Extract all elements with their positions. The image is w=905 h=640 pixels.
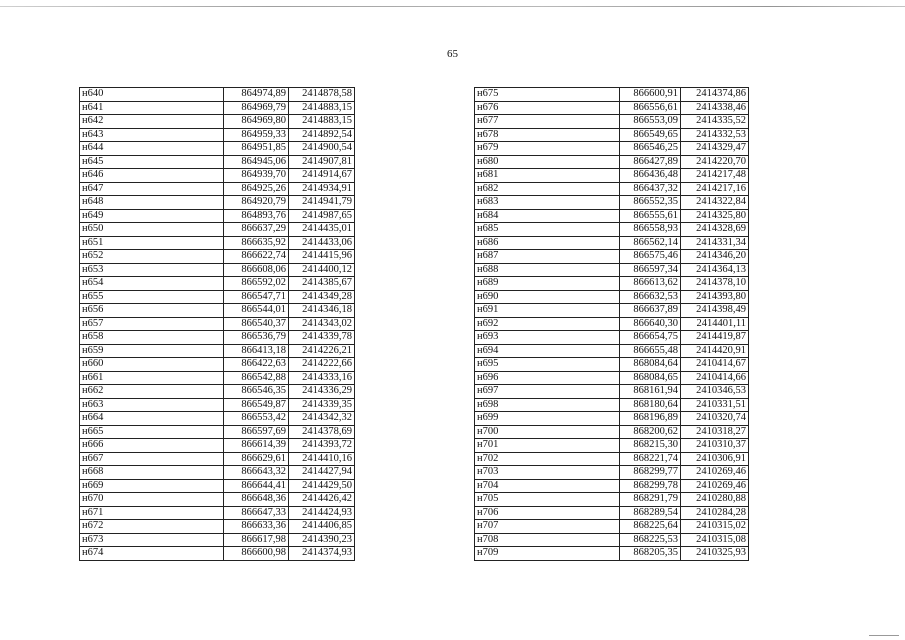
point-id-cell: н708 <box>475 533 620 547</box>
y-coordinate-cell: 2410310,37 <box>681 439 749 453</box>
y-coordinate-cell: 2410414,67 <box>681 358 749 372</box>
y-coordinate-cell: 2414333,16 <box>289 371 355 385</box>
point-id-cell: н680 <box>475 155 620 169</box>
x-coordinate-cell: 864925,26 <box>224 182 289 196</box>
x-coordinate-cell: 866556,61 <box>620 101 681 115</box>
table-row <box>80 169 355 183</box>
point-id-cell: н663 <box>80 398 224 412</box>
y-coordinate-cell: 2410325,93 <box>681 547 749 561</box>
y-coordinate-cell: 2410284,28 <box>681 506 749 520</box>
y-coordinate-cell: 2414429,50 <box>289 479 355 493</box>
point-id-cell: н656 <box>80 304 224 318</box>
table-row <box>80 290 355 304</box>
table-row <box>80 479 355 493</box>
x-coordinate-cell: 868225,64 <box>620 520 681 534</box>
table-row <box>475 115 749 129</box>
table-row <box>80 223 355 237</box>
point-id-cell: н642 <box>80 115 224 129</box>
y-coordinate-cell: 2414393,80 <box>681 290 749 304</box>
y-coordinate-cell: 2414325,80 <box>681 209 749 223</box>
x-coordinate-cell: 864920,79 <box>224 196 289 210</box>
x-coordinate-cell: 866547,71 <box>224 290 289 304</box>
table-row <box>475 196 749 210</box>
table-row <box>475 155 749 169</box>
point-id-cell: н647 <box>80 182 224 196</box>
x-coordinate-cell: 866613,62 <box>620 277 681 291</box>
table-row <box>80 317 355 331</box>
table-row <box>80 331 355 345</box>
x-coordinate-cell: 868161,94 <box>620 385 681 399</box>
y-coordinate-cell: 2414433,06 <box>289 236 355 250</box>
y-coordinate-cell: 2414907,81 <box>289 155 355 169</box>
y-coordinate-cell: 2414332,53 <box>681 128 749 142</box>
y-coordinate-cell: 2414883,15 <box>289 115 355 129</box>
point-id-cell: н652 <box>80 250 224 264</box>
table-row <box>475 331 749 345</box>
y-coordinate-cell: 2414378,69 <box>289 425 355 439</box>
page-number: 65 <box>447 48 458 60</box>
point-id-cell: н691 <box>475 304 620 318</box>
coordinates-table-right <box>474 87 749 561</box>
y-coordinate-cell: 2410269,46 <box>681 466 749 480</box>
point-id-cell: н698 <box>475 398 620 412</box>
point-id-cell: н667 <box>80 452 224 466</box>
x-coordinate-cell: 866536,79 <box>224 331 289 345</box>
x-coordinate-cell: 866575,46 <box>620 250 681 264</box>
x-coordinate-cell: 866597,34 <box>620 263 681 277</box>
table-row <box>80 425 355 439</box>
x-coordinate-cell: 866648,36 <box>224 493 289 507</box>
point-id-cell: н682 <box>475 182 620 196</box>
table-row <box>80 304 355 318</box>
table-row <box>80 88 355 102</box>
point-id-cell: н655 <box>80 290 224 304</box>
y-coordinate-cell: 2414329,47 <box>681 142 749 156</box>
table-row <box>475 398 749 412</box>
point-id-cell: н665 <box>80 425 224 439</box>
x-coordinate-cell: 866647,33 <box>224 506 289 520</box>
point-id-cell: н690 <box>475 290 620 304</box>
y-coordinate-cell: 2414349,28 <box>289 290 355 304</box>
table-row <box>475 182 749 196</box>
table-row <box>80 398 355 412</box>
point-id-cell: н685 <box>475 223 620 237</box>
table-row <box>475 88 749 102</box>
x-coordinate-cell: 866552,35 <box>620 196 681 210</box>
table-row <box>80 344 355 358</box>
x-coordinate-cell: 866558,93 <box>620 223 681 237</box>
y-coordinate-cell: 2414346,20 <box>681 250 749 264</box>
x-coordinate-cell: 864951,85 <box>224 142 289 156</box>
y-coordinate-cell: 2414426,42 <box>289 493 355 507</box>
table-row <box>80 547 355 561</box>
y-coordinate-cell: 2414401,11 <box>681 317 749 331</box>
x-coordinate-cell: 864939,70 <box>224 169 289 183</box>
table-row <box>80 236 355 250</box>
table-row <box>475 317 749 331</box>
y-coordinate-cell: 2414987,65 <box>289 209 355 223</box>
x-coordinate-cell: 868084,64 <box>620 358 681 372</box>
point-id-cell: н661 <box>80 371 224 385</box>
table-row <box>475 452 749 466</box>
table-row <box>475 371 749 385</box>
y-coordinate-cell: 2410320,74 <box>681 412 749 426</box>
table-row <box>475 250 749 264</box>
point-id-cell: н701 <box>475 439 620 453</box>
point-id-cell: н649 <box>80 209 224 223</box>
point-id-cell: н670 <box>80 493 224 507</box>
x-coordinate-cell: 866562,14 <box>620 236 681 250</box>
y-coordinate-cell: 2414393,72 <box>289 439 355 453</box>
scan-corner-mark <box>869 635 899 636</box>
point-id-cell: н679 <box>475 142 620 156</box>
y-coordinate-cell: 2414343,02 <box>289 317 355 331</box>
table-row <box>80 250 355 264</box>
y-coordinate-cell: 2414346,18 <box>289 304 355 318</box>
table-row <box>475 344 749 358</box>
table-row <box>475 358 749 372</box>
point-id-cell: н666 <box>80 439 224 453</box>
x-coordinate-cell: 866553,42 <box>224 412 289 426</box>
x-coordinate-cell: 866437,32 <box>620 182 681 196</box>
x-coordinate-cell: 866600,98 <box>224 547 289 561</box>
x-coordinate-cell: 866654,75 <box>620 331 681 345</box>
y-coordinate-cell: 2414374,93 <box>289 547 355 561</box>
table-row <box>80 412 355 426</box>
point-id-cell: н709 <box>475 547 620 561</box>
table-row <box>80 439 355 453</box>
x-coordinate-cell: 866637,89 <box>620 304 681 318</box>
x-coordinate-cell: 866546,25 <box>620 142 681 156</box>
y-coordinate-cell: 2414883,15 <box>289 101 355 115</box>
point-id-cell: н658 <box>80 331 224 345</box>
y-coordinate-cell: 2414338,46 <box>681 101 749 115</box>
y-coordinate-cell: 2410315,08 <box>681 533 749 547</box>
point-id-cell: н641 <box>80 101 224 115</box>
table-row <box>475 533 749 547</box>
x-coordinate-cell: 866632,53 <box>620 290 681 304</box>
table-row <box>475 466 749 480</box>
y-coordinate-cell: 2410346,53 <box>681 385 749 399</box>
x-coordinate-cell: 864959,33 <box>224 128 289 142</box>
y-coordinate-cell: 2414914,67 <box>289 169 355 183</box>
table-row <box>80 385 355 399</box>
x-coordinate-cell: 866608,06 <box>224 263 289 277</box>
table-row <box>475 506 749 520</box>
y-coordinate-cell: 2414385,67 <box>289 277 355 291</box>
x-coordinate-cell: 866614,39 <box>224 439 289 453</box>
table-row <box>475 209 749 223</box>
point-id-cell: н671 <box>80 506 224 520</box>
point-id-cell: н700 <box>475 425 620 439</box>
table-row <box>475 304 749 318</box>
x-coordinate-cell: 868299,77 <box>620 466 681 480</box>
point-id-cell: н694 <box>475 344 620 358</box>
y-coordinate-cell: 2414435,01 <box>289 223 355 237</box>
point-id-cell: н657 <box>80 317 224 331</box>
x-coordinate-cell: 866422,63 <box>224 358 289 372</box>
x-coordinate-cell: 866637,29 <box>224 223 289 237</box>
table-row <box>475 493 749 507</box>
point-id-cell: н653 <box>80 263 224 277</box>
point-id-cell: н684 <box>475 209 620 223</box>
x-coordinate-cell: 866544,01 <box>224 304 289 318</box>
point-id-cell: н699 <box>475 412 620 426</box>
y-coordinate-cell: 2410269,46 <box>681 479 749 493</box>
point-id-cell: н672 <box>80 520 224 534</box>
y-coordinate-cell: 2414339,35 <box>289 398 355 412</box>
table-row <box>80 263 355 277</box>
y-coordinate-cell: 2414339,78 <box>289 331 355 345</box>
x-coordinate-cell: 866635,92 <box>224 236 289 250</box>
x-coordinate-cell: 868196,89 <box>620 412 681 426</box>
x-coordinate-cell: 866655,48 <box>620 344 681 358</box>
table-row <box>475 520 749 534</box>
x-coordinate-cell: 866617,98 <box>224 533 289 547</box>
y-coordinate-cell: 2414410,16 <box>289 452 355 466</box>
y-coordinate-cell: 2414335,52 <box>681 115 749 129</box>
point-id-cell: н648 <box>80 196 224 210</box>
point-id-cell: н697 <box>475 385 620 399</box>
table-row <box>80 520 355 534</box>
y-coordinate-cell: 2410331,51 <box>681 398 749 412</box>
point-id-cell: н687 <box>475 250 620 264</box>
point-id-cell: н692 <box>475 317 620 331</box>
point-id-cell: н704 <box>475 479 620 493</box>
x-coordinate-cell: 868084,65 <box>620 371 681 385</box>
x-coordinate-cell: 866555,61 <box>620 209 681 223</box>
point-id-cell: н659 <box>80 344 224 358</box>
point-id-cell: н674 <box>80 547 224 561</box>
point-id-cell: н669 <box>80 479 224 493</box>
table-row <box>475 547 749 561</box>
point-id-cell: н668 <box>80 466 224 480</box>
table-row <box>475 412 749 426</box>
y-coordinate-cell: 2414420,91 <box>681 344 749 358</box>
point-id-cell: н650 <box>80 223 224 237</box>
point-id-cell: н654 <box>80 277 224 291</box>
point-id-cell: н676 <box>475 101 620 115</box>
x-coordinate-cell: 866549,65 <box>620 128 681 142</box>
x-coordinate-cell: 868200,62 <box>620 425 681 439</box>
y-coordinate-cell: 2414364,13 <box>681 263 749 277</box>
table-row <box>475 385 749 399</box>
y-coordinate-cell: 2414217,48 <box>681 169 749 183</box>
y-coordinate-cell: 2414328,69 <box>681 223 749 237</box>
y-coordinate-cell: 2410280,88 <box>681 493 749 507</box>
table-row <box>80 155 355 169</box>
y-coordinate-cell: 2414217,16 <box>681 182 749 196</box>
table-row <box>80 142 355 156</box>
y-coordinate-cell: 2414336,29 <box>289 385 355 399</box>
x-coordinate-cell: 864969,79 <box>224 101 289 115</box>
table-row <box>80 466 355 480</box>
table-row <box>475 236 749 250</box>
x-coordinate-cell: 866546,35 <box>224 385 289 399</box>
point-id-cell: н689 <box>475 277 620 291</box>
x-coordinate-cell: 866592,02 <box>224 277 289 291</box>
x-coordinate-cell: 866540,37 <box>224 317 289 331</box>
point-id-cell: н645 <box>80 155 224 169</box>
x-coordinate-cell: 866629,61 <box>224 452 289 466</box>
x-coordinate-cell: 866542,88 <box>224 371 289 385</box>
y-coordinate-cell: 2414226,21 <box>289 344 355 358</box>
table-body <box>475 88 749 561</box>
table-row <box>80 209 355 223</box>
x-coordinate-cell: 864974,89 <box>224 88 289 102</box>
point-id-cell: н707 <box>475 520 620 534</box>
x-coordinate-cell: 868225,53 <box>620 533 681 547</box>
y-coordinate-cell: 2414398,49 <box>681 304 749 318</box>
x-coordinate-cell: 868299,78 <box>620 479 681 493</box>
y-coordinate-cell: 2414941,79 <box>289 196 355 210</box>
y-coordinate-cell: 2414400,12 <box>289 263 355 277</box>
x-coordinate-cell: 866644,41 <box>224 479 289 493</box>
y-coordinate-cell: 2414331,34 <box>681 236 749 250</box>
point-id-cell: н673 <box>80 533 224 547</box>
y-coordinate-cell: 2414892,54 <box>289 128 355 142</box>
y-coordinate-cell: 2414424,93 <box>289 506 355 520</box>
table-row <box>475 101 749 115</box>
x-coordinate-cell: 868205,35 <box>620 547 681 561</box>
point-id-cell: н681 <box>475 169 620 183</box>
table-row <box>475 290 749 304</box>
scan-top-edge <box>0 6 905 7</box>
table-row <box>475 277 749 291</box>
point-id-cell: н688 <box>475 263 620 277</box>
table-row <box>475 263 749 277</box>
x-coordinate-cell: 866633,36 <box>224 520 289 534</box>
x-coordinate-cell: 866622,74 <box>224 250 289 264</box>
x-coordinate-cell: 866549,87 <box>224 398 289 412</box>
point-id-cell: н675 <box>475 88 620 102</box>
x-coordinate-cell: 864945,06 <box>224 155 289 169</box>
table-row <box>475 439 749 453</box>
table-row <box>475 169 749 183</box>
y-coordinate-cell: 2414900,54 <box>289 142 355 156</box>
table-row <box>80 115 355 129</box>
point-id-cell: н702 <box>475 452 620 466</box>
point-id-cell: н677 <box>475 115 620 129</box>
y-coordinate-cell: 2414342,32 <box>289 412 355 426</box>
table-row <box>475 479 749 493</box>
table-row <box>80 277 355 291</box>
x-coordinate-cell: 866436,48 <box>620 169 681 183</box>
point-id-cell: н651 <box>80 236 224 250</box>
table-row <box>80 452 355 466</box>
point-id-cell: н644 <box>80 142 224 156</box>
y-coordinate-cell: 2410318,27 <box>681 425 749 439</box>
y-coordinate-cell: 2414390,23 <box>289 533 355 547</box>
y-coordinate-cell: 2414222,66 <box>289 358 355 372</box>
table-row <box>80 101 355 115</box>
point-id-cell: н664 <box>80 412 224 426</box>
point-id-cell: н646 <box>80 169 224 183</box>
table-row <box>475 223 749 237</box>
point-id-cell: н683 <box>475 196 620 210</box>
table-body <box>80 88 355 561</box>
x-coordinate-cell: 866597,69 <box>224 425 289 439</box>
x-coordinate-cell: 866413,18 <box>224 344 289 358</box>
x-coordinate-cell: 868215,30 <box>620 439 681 453</box>
table-row <box>80 493 355 507</box>
x-coordinate-cell: 864969,80 <box>224 115 289 129</box>
x-coordinate-cell: 866427,89 <box>620 155 681 169</box>
y-coordinate-cell: 2414406,85 <box>289 520 355 534</box>
point-id-cell: н662 <box>80 385 224 399</box>
x-coordinate-cell: 866643,32 <box>224 466 289 480</box>
point-id-cell: н703 <box>475 466 620 480</box>
table-row <box>475 425 749 439</box>
table-row <box>475 128 749 142</box>
point-id-cell: н696 <box>475 371 620 385</box>
y-coordinate-cell: 2414220,70 <box>681 155 749 169</box>
x-coordinate-cell: 868291,79 <box>620 493 681 507</box>
table-row <box>80 196 355 210</box>
coordinates-table-left <box>79 87 355 561</box>
y-coordinate-cell: 2414427,94 <box>289 466 355 480</box>
table-row <box>80 128 355 142</box>
x-coordinate-cell: 868221,74 <box>620 452 681 466</box>
point-id-cell: н678 <box>475 128 620 142</box>
x-coordinate-cell: 866600,91 <box>620 88 681 102</box>
y-coordinate-cell: 2414419,87 <box>681 331 749 345</box>
table-row <box>80 358 355 372</box>
point-id-cell: н706 <box>475 506 620 520</box>
point-id-cell: н686 <box>475 236 620 250</box>
point-id-cell: н705 <box>475 493 620 507</box>
point-id-cell: н695 <box>475 358 620 372</box>
x-coordinate-cell: 868180,64 <box>620 398 681 412</box>
x-coordinate-cell: 866640,30 <box>620 317 681 331</box>
y-coordinate-cell: 2414415,96 <box>289 250 355 264</box>
table-row <box>80 182 355 196</box>
x-coordinate-cell: 866553,09 <box>620 115 681 129</box>
table-row <box>475 142 749 156</box>
x-coordinate-cell: 864893,76 <box>224 209 289 223</box>
y-coordinate-cell: 2414322,84 <box>681 196 749 210</box>
table-row <box>80 506 355 520</box>
y-coordinate-cell: 2410315,02 <box>681 520 749 534</box>
y-coordinate-cell: 2410414,66 <box>681 371 749 385</box>
table-row <box>80 533 355 547</box>
table-row <box>80 371 355 385</box>
y-coordinate-cell: 2414374,86 <box>681 88 749 102</box>
y-coordinate-cell: 2410306,91 <box>681 452 749 466</box>
point-id-cell: н660 <box>80 358 224 372</box>
y-coordinate-cell: 2414878,58 <box>289 88 355 102</box>
point-id-cell: н693 <box>475 331 620 345</box>
point-id-cell: н640 <box>80 88 224 102</box>
point-id-cell: н643 <box>80 128 224 142</box>
x-coordinate-cell: 868289,54 <box>620 506 681 520</box>
y-coordinate-cell: 2414378,10 <box>681 277 749 291</box>
y-coordinate-cell: 2414934,91 <box>289 182 355 196</box>
